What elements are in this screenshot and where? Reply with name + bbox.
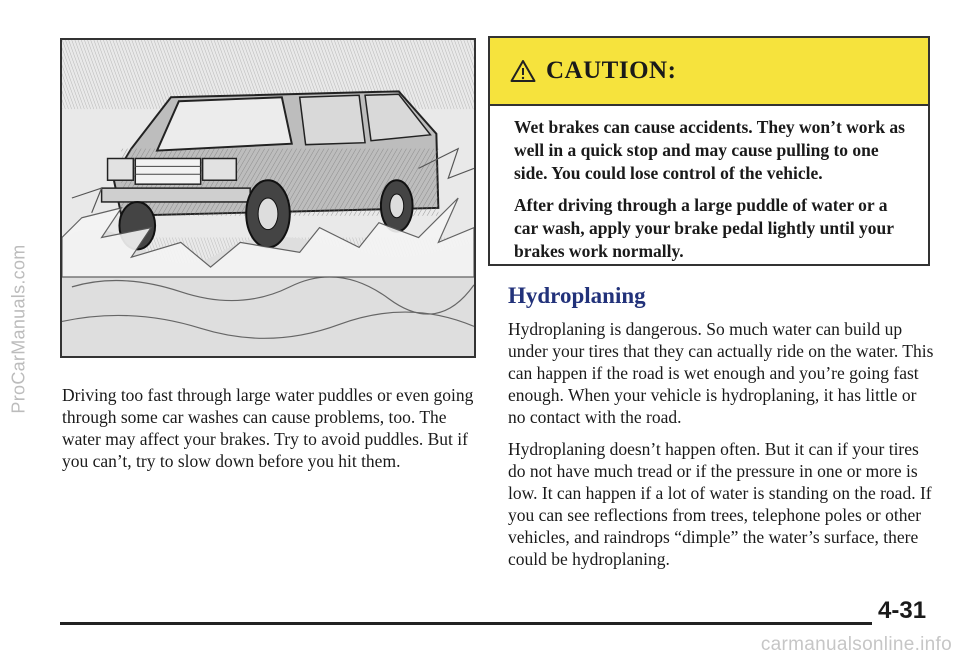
caution-paragraph: Wet brakes can cause accidents. They won’t work as well in a quick stop and may cause pulling to one side. You could lose control of the vehicle. <box>514 117 905 183</box>
bottom-watermark: carmanualsonline.info <box>760 634 952 655</box>
section-paragraph: Hydroplaning is dangerous. So much water can build up under your tires that they can actually ride on the water. This can happen if the road is wet enough and you’re going fast enough. When your vehicle is hydroplaning, it has little or no contact with the road. <box>508 319 934 427</box>
page-number: 4-31 <box>872 597 930 625</box>
vehicle-splash-illustration <box>60 38 476 358</box>
truck-in-water-drawing <box>62 40 474 356</box>
footer-rule <box>60 622 930 625</box>
section-heading: Hydroplaning <box>508 283 646 308</box>
caution-box <box>488 36 930 266</box>
caution-body <box>490 106 928 263</box>
caution-paragraph: After driving through a large puddle of water or a car wash, apply your brake pedal lightly until your brakes work normally. <box>514 195 894 261</box>
left-paragraph: Driving too fast through large water puddles or even going through some car washes can cause problems, too. The water may affect your brakes. Try to avoid puddles. But if you can’t, try to slow down before you hit them. <box>62 385 474 471</box>
section-paragraph: Hydroplaning doesn’t happen often. But it can if your tires do not have much tread or if the pressure in one or more is low. It can happen if a lot of water is standing on the road. If you can see reflections from trees, telephone poles or other vehicles, and raindrops “dimple” the water’s surface, there could be hydroplaning. <box>508 439 932 569</box>
warning-triangle-icon <box>510 59 536 83</box>
caution-title: CAUTION: <box>546 57 677 84</box>
side-watermark-text: ProCarManuals.com <box>8 244 29 414</box>
side-watermark <box>2 0 36 658</box>
left-column-text <box>62 384 478 482</box>
caution-header <box>490 38 928 106</box>
right-column-text <box>508 318 934 580</box>
